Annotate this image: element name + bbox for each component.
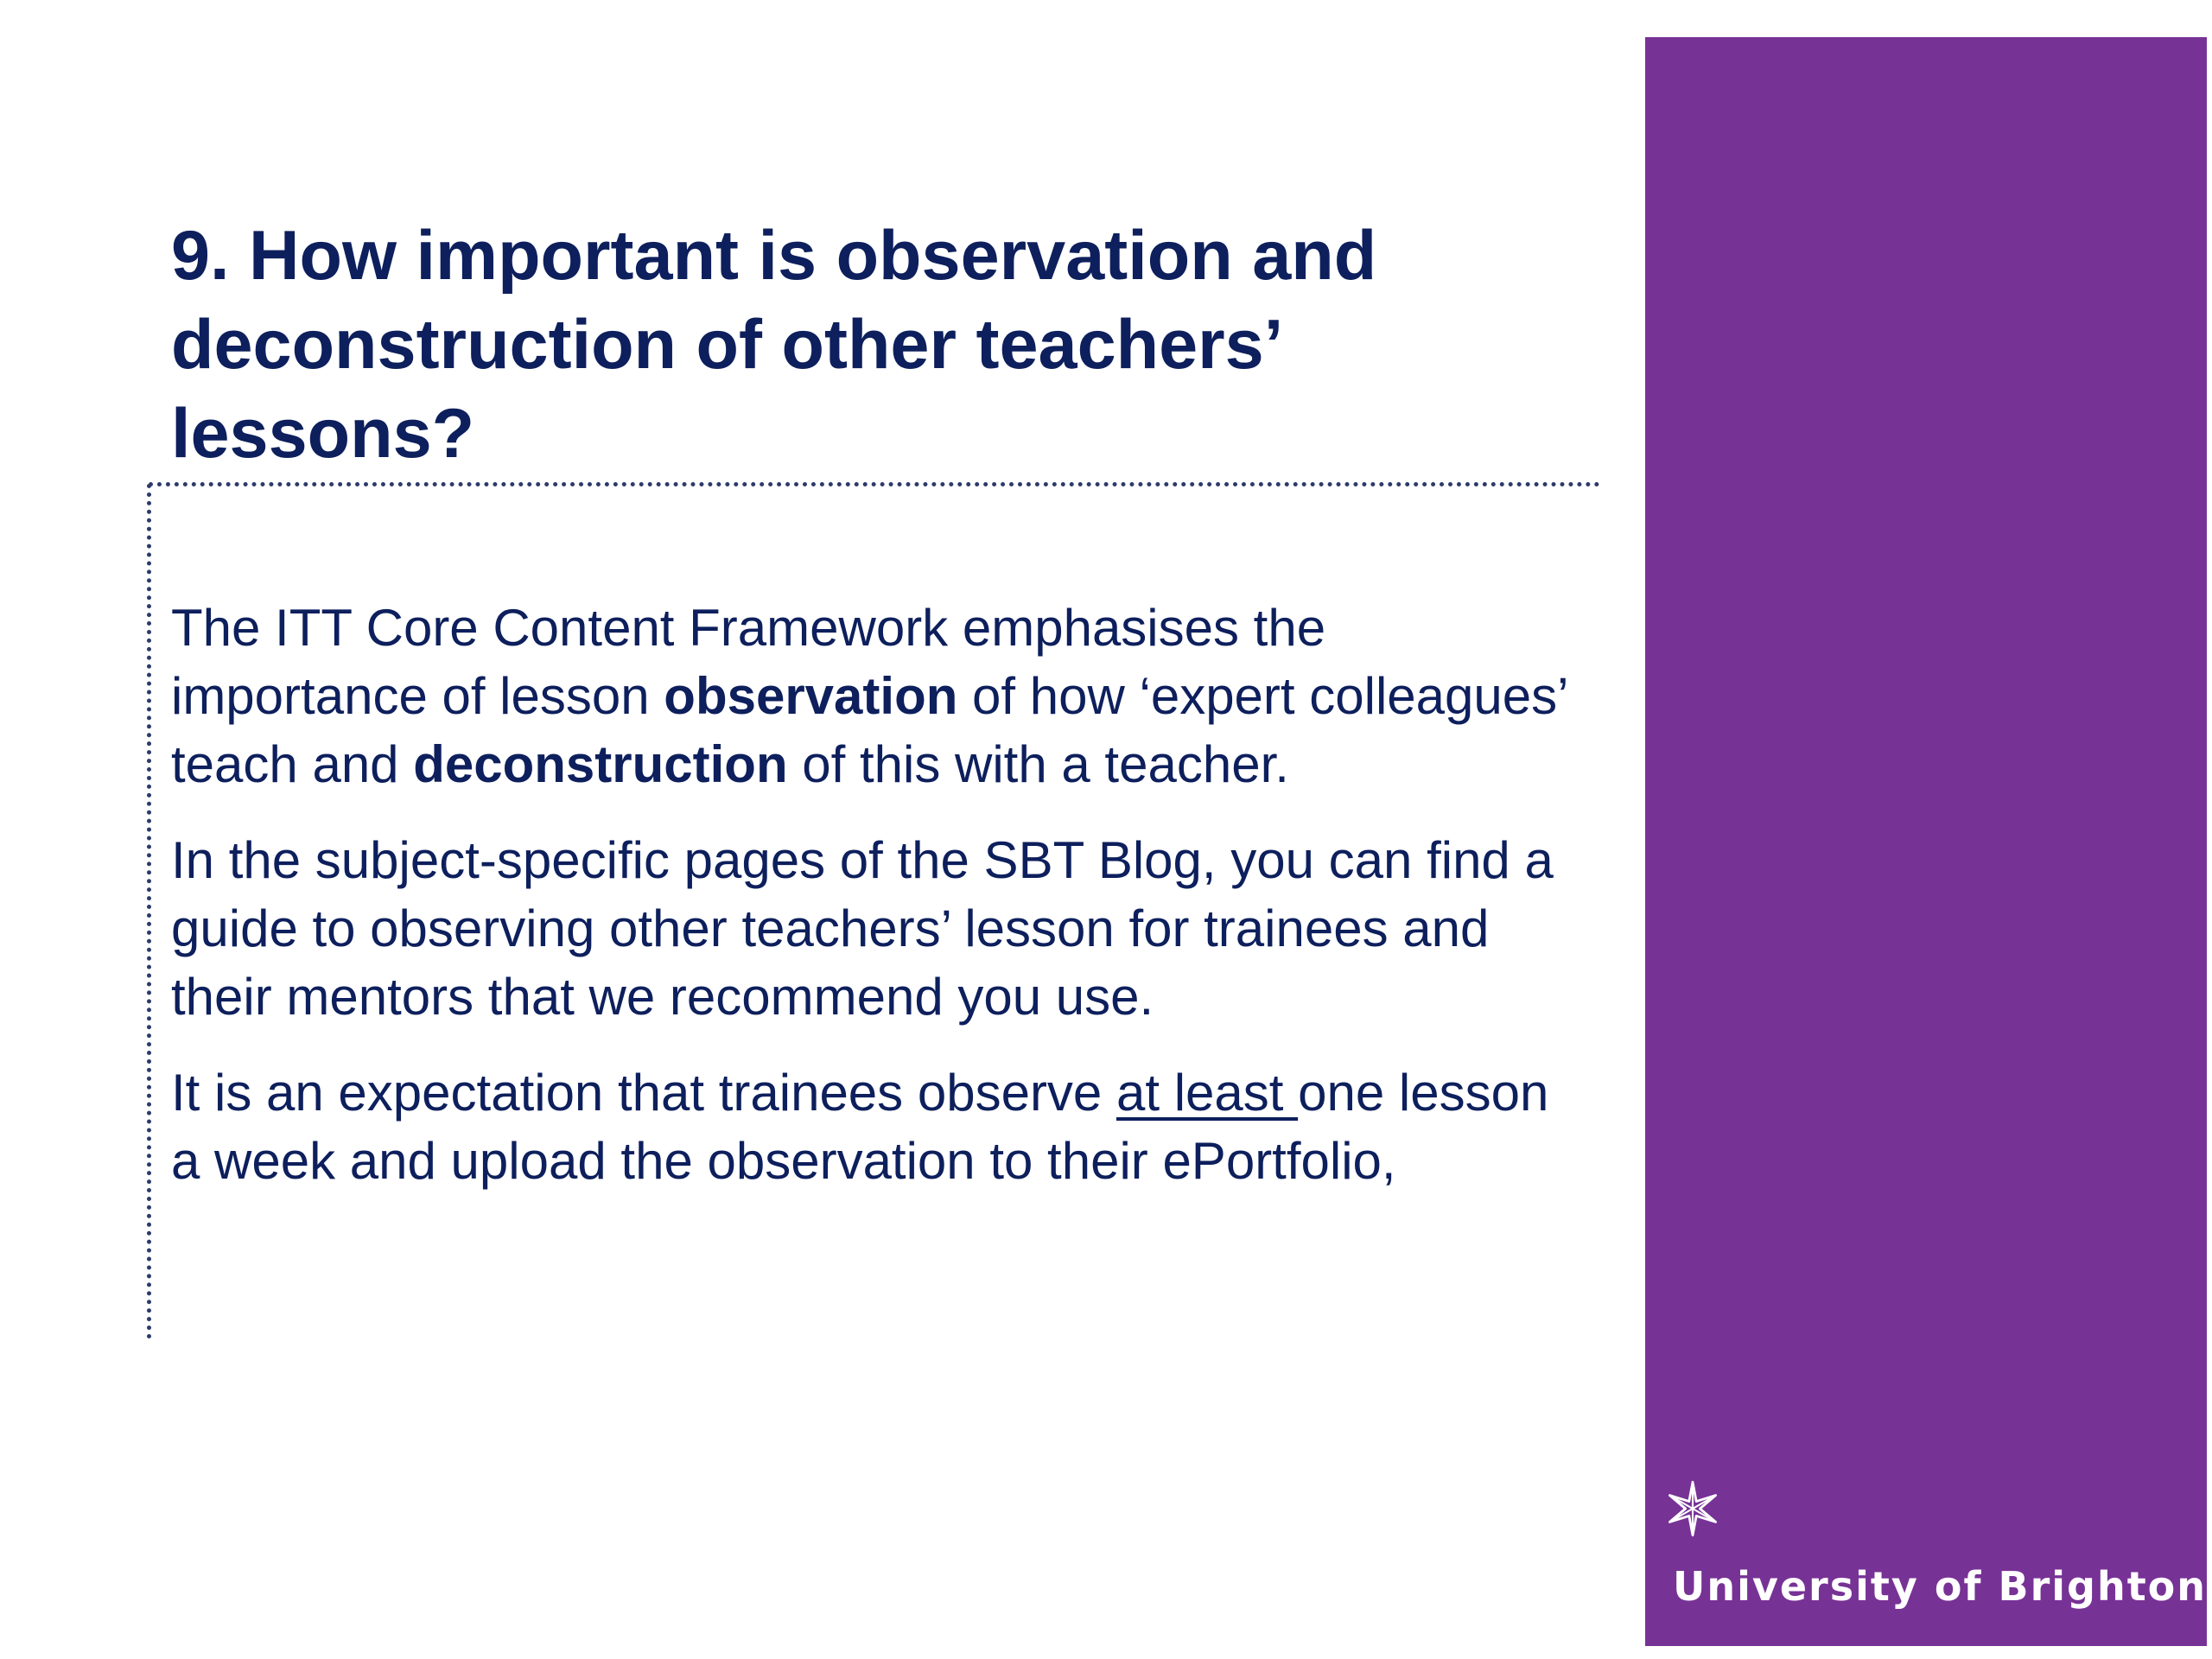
emphasis-deconstruction: deconstruction xyxy=(413,735,788,793)
paragraph-text: In the subject-specific pages of the SBT Blog, you can find a guide to observing other teachers’ lesson for trainees and their mentors that we recommend you use. xyxy=(171,831,1554,1026)
brand-side-panel xyxy=(1645,37,2207,1646)
title-divider xyxy=(149,482,1600,486)
paragraph-sbt-blog xyxy=(171,826,1588,1031)
paragraph-text: of how ‘expert colleagues’ teach and xyxy=(171,667,1567,793)
paragraph-text: one lesson a week and upload the observation to their ePortfolio, xyxy=(171,1064,1549,1190)
paragraph-text: The ITT Core Content Framework emphasises the importance of lesson xyxy=(171,599,1326,725)
university-logo-text: University of Brighton xyxy=(1673,1563,2208,1610)
slide-body xyxy=(171,594,1588,1223)
paragraph-text: of this with a teacher. xyxy=(787,735,1289,793)
paragraph-expectation xyxy=(171,1058,1588,1195)
underlined-at-least: at least xyxy=(1116,1064,1299,1122)
paragraph-framework xyxy=(171,594,1588,798)
slide-title: 9. How important is observation and deconstruction of other teachers’ lessons? xyxy=(171,217,1377,473)
emphasis-observation: observation xyxy=(664,667,958,725)
body-left-divider xyxy=(147,484,151,1339)
paragraph-text: It is an expectation that trainees observe xyxy=(171,1064,1116,1122)
star-compass-icon xyxy=(1662,1478,1723,1539)
